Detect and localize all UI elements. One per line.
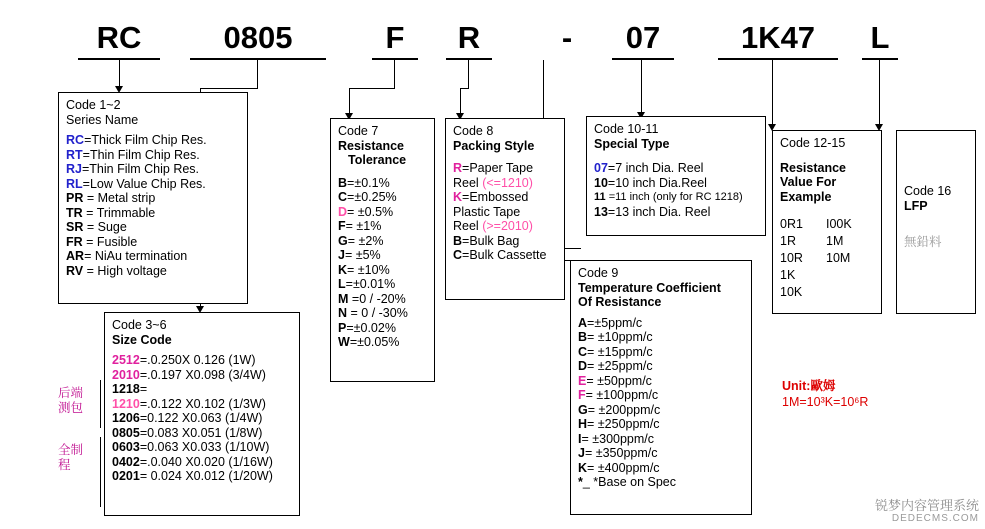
list-item [338, 292, 427, 307]
connector-lfp-v [879, 60, 880, 128]
list-item-code: RL [66, 176, 83, 191]
size-brace-1 [100, 380, 101, 428]
list-item-text: Plastic Tape [453, 204, 521, 219]
lfp-title-2: LFP [904, 198, 928, 213]
list-item [578, 461, 744, 476]
list-item-code: I [578, 431, 582, 446]
list-item-text: =10 inch Dia.Reel [607, 175, 707, 190]
list-item-code: 1206 [112, 411, 140, 425]
list-item [338, 176, 427, 191]
list-item [66, 191, 240, 206]
list-item-text: = ±1% [345, 219, 382, 233]
watermark [875, 499, 979, 525]
resistance-value-left: 0R1 [780, 217, 803, 231]
list-item [66, 177, 240, 192]
list-item-text: = Metal strip [83, 191, 156, 205]
list-item [112, 368, 292, 383]
special-title-1: Code 10-11 [594, 122, 659, 136]
list-item [453, 248, 557, 263]
size-title-2: Size Code [112, 332, 172, 347]
lfp-title-3: 無鉛料 [904, 235, 942, 249]
list-item-text: = 0 / -30% [347, 306, 408, 320]
list-item [66, 235, 240, 250]
list-item-text: =Thick Film Chip Res. [84, 133, 207, 147]
list-item-text: = High voltage [83, 263, 167, 278]
list-item-code: B [453, 233, 463, 248]
tcr-title-3: Of Resistance [578, 295, 662, 309]
list-item-code: 0805 [112, 425, 140, 440]
list-item-code: G [578, 402, 588, 417]
tol-title-1: Code 7 [338, 124, 379, 138]
part-code-segment: - [561, 20, 573, 55]
list-item-code: B [338, 175, 348, 190]
resistance-value-left: 1R [780, 234, 796, 248]
res-title-1: Code 12-15 [780, 136, 846, 150]
list-item-text: = ±0.5% [347, 204, 394, 219]
list-item-code: 1210 [112, 396, 140, 411]
list-item-code: C [453, 248, 463, 262]
list-item-note: (<=1210) [482, 175, 533, 190]
list-item-text: = Fusible [82, 234, 138, 249]
connector-pack-h [460, 88, 469, 89]
connector-tol-v1 [394, 60, 395, 88]
list-item-code: P [338, 320, 347, 335]
list-item-text: =7 inch Dia. Reel [607, 161, 704, 175]
list-item [594, 205, 758, 220]
list-item [594, 176, 758, 191]
connector-special-v [641, 60, 642, 116]
watermark-line-1: 锐梦内容管理系统 [874, 498, 979, 513]
list-item-code: SR [66, 220, 84, 234]
list-item [112, 426, 292, 441]
list-item-text: =.0.250X 0.126 (1W) [139, 353, 256, 367]
list-item-code: W [338, 335, 350, 349]
list-item-code: F [578, 388, 586, 402]
list-item-code: M [338, 291, 349, 306]
part-code-segment: RC [78, 18, 160, 60]
list-item-code: D [338, 204, 348, 219]
list-item [453, 161, 557, 176]
resistance-pair [780, 267, 874, 284]
unit-note [782, 378, 868, 410]
list-item-code: K [578, 460, 588, 475]
list-item [338, 248, 427, 263]
connector-tol-h [349, 88, 395, 89]
list-item [66, 249, 240, 264]
list-item-text: Reel [453, 175, 483, 190]
list-item-text: Reel [453, 219, 483, 233]
list-item [578, 316, 744, 331]
list-item-code: AR [66, 249, 85, 263]
list-item [453, 190, 557, 205]
list-item [578, 330, 744, 345]
list-item [338, 205, 427, 220]
list-item-text: = ±2% [347, 233, 384, 248]
list-item-code: 07 [594, 161, 608, 175]
list-item-text: = ±250ppm/c [587, 417, 660, 431]
list-item [112, 469, 292, 484]
list-item-text: =Paper Tape [462, 161, 534, 175]
list-item-code: A [578, 315, 588, 330]
list-item-text: = ±50ppm/c [586, 373, 652, 388]
list-item-text: =Thin Film Chip Res. [81, 162, 200, 176]
list-item [594, 190, 758, 205]
unit-line-2: 1M=10³K=10⁶R [782, 395, 869, 409]
lfp-title-1: Code 16 [904, 184, 952, 198]
list-item [578, 403, 744, 418]
box-packing-style [445, 118, 565, 300]
list-item [338, 321, 427, 336]
list-item-code: 2512 [112, 353, 140, 367]
list-item-code: R [453, 161, 463, 175]
list-item-text: =0.063 X0.033 (1/10W) [139, 440, 270, 454]
list-item-code: RJ [66, 162, 82, 176]
tcr-items-list [578, 316, 744, 490]
resistance-value-right: I00K [826, 217, 852, 231]
list-item-text: =0.122 X0.063 (1/4W) [139, 411, 263, 425]
size-brace-2 [100, 437, 101, 507]
res-title-4: Example [780, 189, 832, 204]
list-item [66, 206, 240, 221]
list-item-code: 10 [594, 175, 608, 190]
list-item-code: N [338, 306, 348, 320]
list-item [453, 176, 557, 191]
list-item-text: =±0.01% [345, 277, 396, 291]
resistance-pair [780, 250, 874, 267]
size-side-label-full: 全制 程 [58, 443, 84, 472]
list-item-text: =Bulk Cassette [462, 248, 547, 262]
pack-title-1: Code 8 [453, 124, 494, 138]
list-item-code: TR [66, 205, 83, 220]
list-item-code: FR [66, 234, 83, 249]
pack-title-2: Packing Style [453, 138, 535, 153]
list-item [338, 219, 427, 234]
list-item [453, 219, 557, 234]
list-item [112, 353, 292, 368]
series-title-2: Series Name [66, 112, 139, 127]
list-item-text: = ±200ppm/c [587, 402, 661, 417]
list-item [112, 440, 292, 455]
connector-size-v1 [257, 60, 258, 88]
resistance-pair [780, 233, 874, 250]
list-item [66, 148, 240, 163]
list-item-text: =Embossed [462, 190, 529, 204]
list-item [578, 345, 744, 360]
list-item-text: _ *Base on Spec [582, 475, 676, 489]
size-title-1: Code 3~6 [112, 318, 167, 332]
list-item [338, 277, 427, 292]
list-item-code: 13 [594, 204, 608, 219]
size-items-list [112, 353, 292, 484]
list-item-text: =.0.040 X0.020 (1/16W) [139, 454, 273, 469]
list-item-code: 1218 [112, 382, 140, 396]
list-item-code: RT [66, 147, 83, 162]
list-item-code: C [338, 190, 348, 204]
list-item [338, 234, 427, 249]
list-item-text: = ±25ppm/c [587, 359, 653, 373]
list-item-code: RV [66, 263, 84, 278]
list-item [578, 374, 744, 389]
box-special-type [586, 116, 766, 236]
list-item-text: = ±300ppm/c [581, 431, 655, 446]
list-item-code: E [578, 373, 587, 388]
list-item-text: = ±10% [347, 262, 390, 277]
list-item-code: B [578, 330, 588, 344]
list-item [338, 263, 427, 278]
list-item-text: =13 inch Dia. Reel [607, 204, 711, 219]
special-title-2: Special Type [594, 136, 670, 151]
box-tolerance [330, 118, 435, 382]
list-item-text: =±0.25% [347, 190, 397, 204]
list-item-text: =0.083 X0.051 (1/8W) [139, 425, 263, 440]
list-item-text: = ±10ppm/c [587, 330, 653, 344]
list-item-code: L [338, 277, 346, 291]
list-item-text: = ±100ppm/c [585, 388, 659, 402]
box-temperature-coefficient [570, 260, 752, 515]
series-items-list [66, 133, 240, 278]
list-item [66, 264, 240, 279]
list-item-code: RC [66, 133, 85, 147]
list-item-code: 0603 [112, 440, 140, 454]
connector-size-h [200, 88, 258, 89]
tcr-title-1: Code 9 [578, 266, 619, 280]
list-item-code: * [578, 475, 583, 489]
list-item-code: K [338, 262, 348, 277]
list-item-note: (>=2010) [482, 219, 533, 233]
list-item-code: K [453, 190, 463, 204]
list-item [578, 417, 744, 432]
list-item [112, 397, 292, 412]
list-item-text: =0 / -20% [348, 291, 406, 306]
list-item-text: =.0.197 X0.098 (3/4W) [139, 367, 266, 382]
list-item [578, 388, 744, 403]
list-item [112, 382, 292, 397]
list-item-text: =Low Value Chip Res. [82, 176, 206, 191]
packing-items-list [453, 161, 557, 263]
list-item-text: =±0.05% [349, 335, 400, 349]
connector-pack-v1 [468, 60, 469, 88]
list-item-text: = Suge [83, 220, 127, 234]
series-title-1: Code 1~2 [66, 98, 121, 112]
list-item-text: =.0.122 X0.102 (1/3W) [139, 396, 266, 411]
list-item-code: J [578, 446, 585, 460]
list-item-text: = ±350ppm/c [584, 446, 658, 460]
part-code-segment: R [446, 18, 492, 60]
list-item-text: = NiAu termination [84, 249, 188, 263]
list-item-code: F [338, 219, 346, 233]
box-resistance-value [772, 130, 882, 314]
resistance-value-left: 10K [780, 285, 803, 299]
list-item-code: D [578, 359, 588, 373]
watermark-line-2: DEDECMS.COM [891, 513, 979, 524]
list-item [578, 475, 744, 490]
list-item-text: =±0.02% [346, 320, 396, 335]
list-item-code: 0402 [112, 454, 140, 469]
tol-title-2: Resistance [338, 138, 405, 153]
list-item-text: =±5ppm/c [587, 315, 643, 330]
resistance-value-left: 10R [780, 251, 803, 265]
connector-tol-v2 [349, 88, 350, 116]
size-side-label-rear: 后端 测包 [58, 386, 84, 415]
tol-title-3: Tolerance [348, 153, 407, 167]
list-item [112, 455, 292, 470]
list-item-text: =±0.1% [347, 175, 390, 190]
list-item-code: 11 [594, 191, 606, 203]
part-code-segment: 0805 [190, 18, 326, 60]
list-item-code: J [338, 248, 345, 262]
list-item-text: =11 inch (only for RC 1218) [605, 191, 743, 203]
part-code-segment: 07 [612, 18, 674, 60]
list-item [453, 234, 557, 249]
list-item [66, 162, 240, 177]
box-lfp [896, 130, 976, 314]
list-item-code: 0201 [112, 469, 140, 483]
list-item-text: = Trimmable [82, 205, 156, 220]
tolerance-items-list [338, 176, 427, 350]
list-item-text: = ±5% [344, 248, 381, 262]
resistance-value-right: 10M [826, 251, 851, 265]
list-item [578, 432, 744, 447]
resistance-value-left: 1K [780, 268, 796, 282]
list-item [112, 411, 292, 426]
list-item-code: C [578, 344, 588, 359]
resistance-value-list [780, 216, 874, 301]
box-size-code [104, 312, 300, 516]
list-item-text: =Bulk Bag [462, 233, 520, 248]
res-title-3: Value For [780, 175, 837, 189]
list-item-text: = 0.024 X0.012 (1/20W) [139, 469, 273, 483]
special-items-list [594, 161, 758, 219]
list-item-code: H [578, 417, 588, 431]
resistance-pair [780, 216, 874, 233]
part-code-segment: L [862, 18, 898, 60]
list-item-text: = [139, 382, 148, 396]
tcr-title-2: Temperature Coefficient [578, 280, 721, 295]
list-item-code: 2010 [112, 367, 140, 382]
list-item [453, 205, 557, 220]
list-item-code: G [338, 233, 348, 248]
list-item-code: PR [66, 191, 84, 205]
list-item [594, 161, 758, 176]
list-item-text: = ±400ppm/c [587, 460, 660, 475]
list-item [338, 306, 427, 321]
list-item [338, 335, 427, 350]
list-item-text: = ±15ppm/c [587, 344, 653, 359]
resistance-value-right: 1M [826, 234, 844, 248]
resistance-pair [780, 284, 874, 301]
list-item [578, 359, 744, 374]
part-code-segment: F [372, 18, 418, 60]
box-series-name [58, 92, 248, 304]
part-code-segment: 1K47 [718, 18, 838, 60]
res-title-2: Resistance [780, 160, 847, 175]
connector-res-v [772, 60, 773, 128]
list-item [338, 190, 427, 205]
list-item [66, 220, 240, 235]
unit-line-1: Unit:歐姆 [782, 379, 836, 393]
list-item [66, 133, 240, 148]
connector-pack-v2 [460, 88, 461, 116]
list-item-text: =Thin Film Chip Res. [82, 147, 200, 162]
list-item [578, 446, 744, 461]
